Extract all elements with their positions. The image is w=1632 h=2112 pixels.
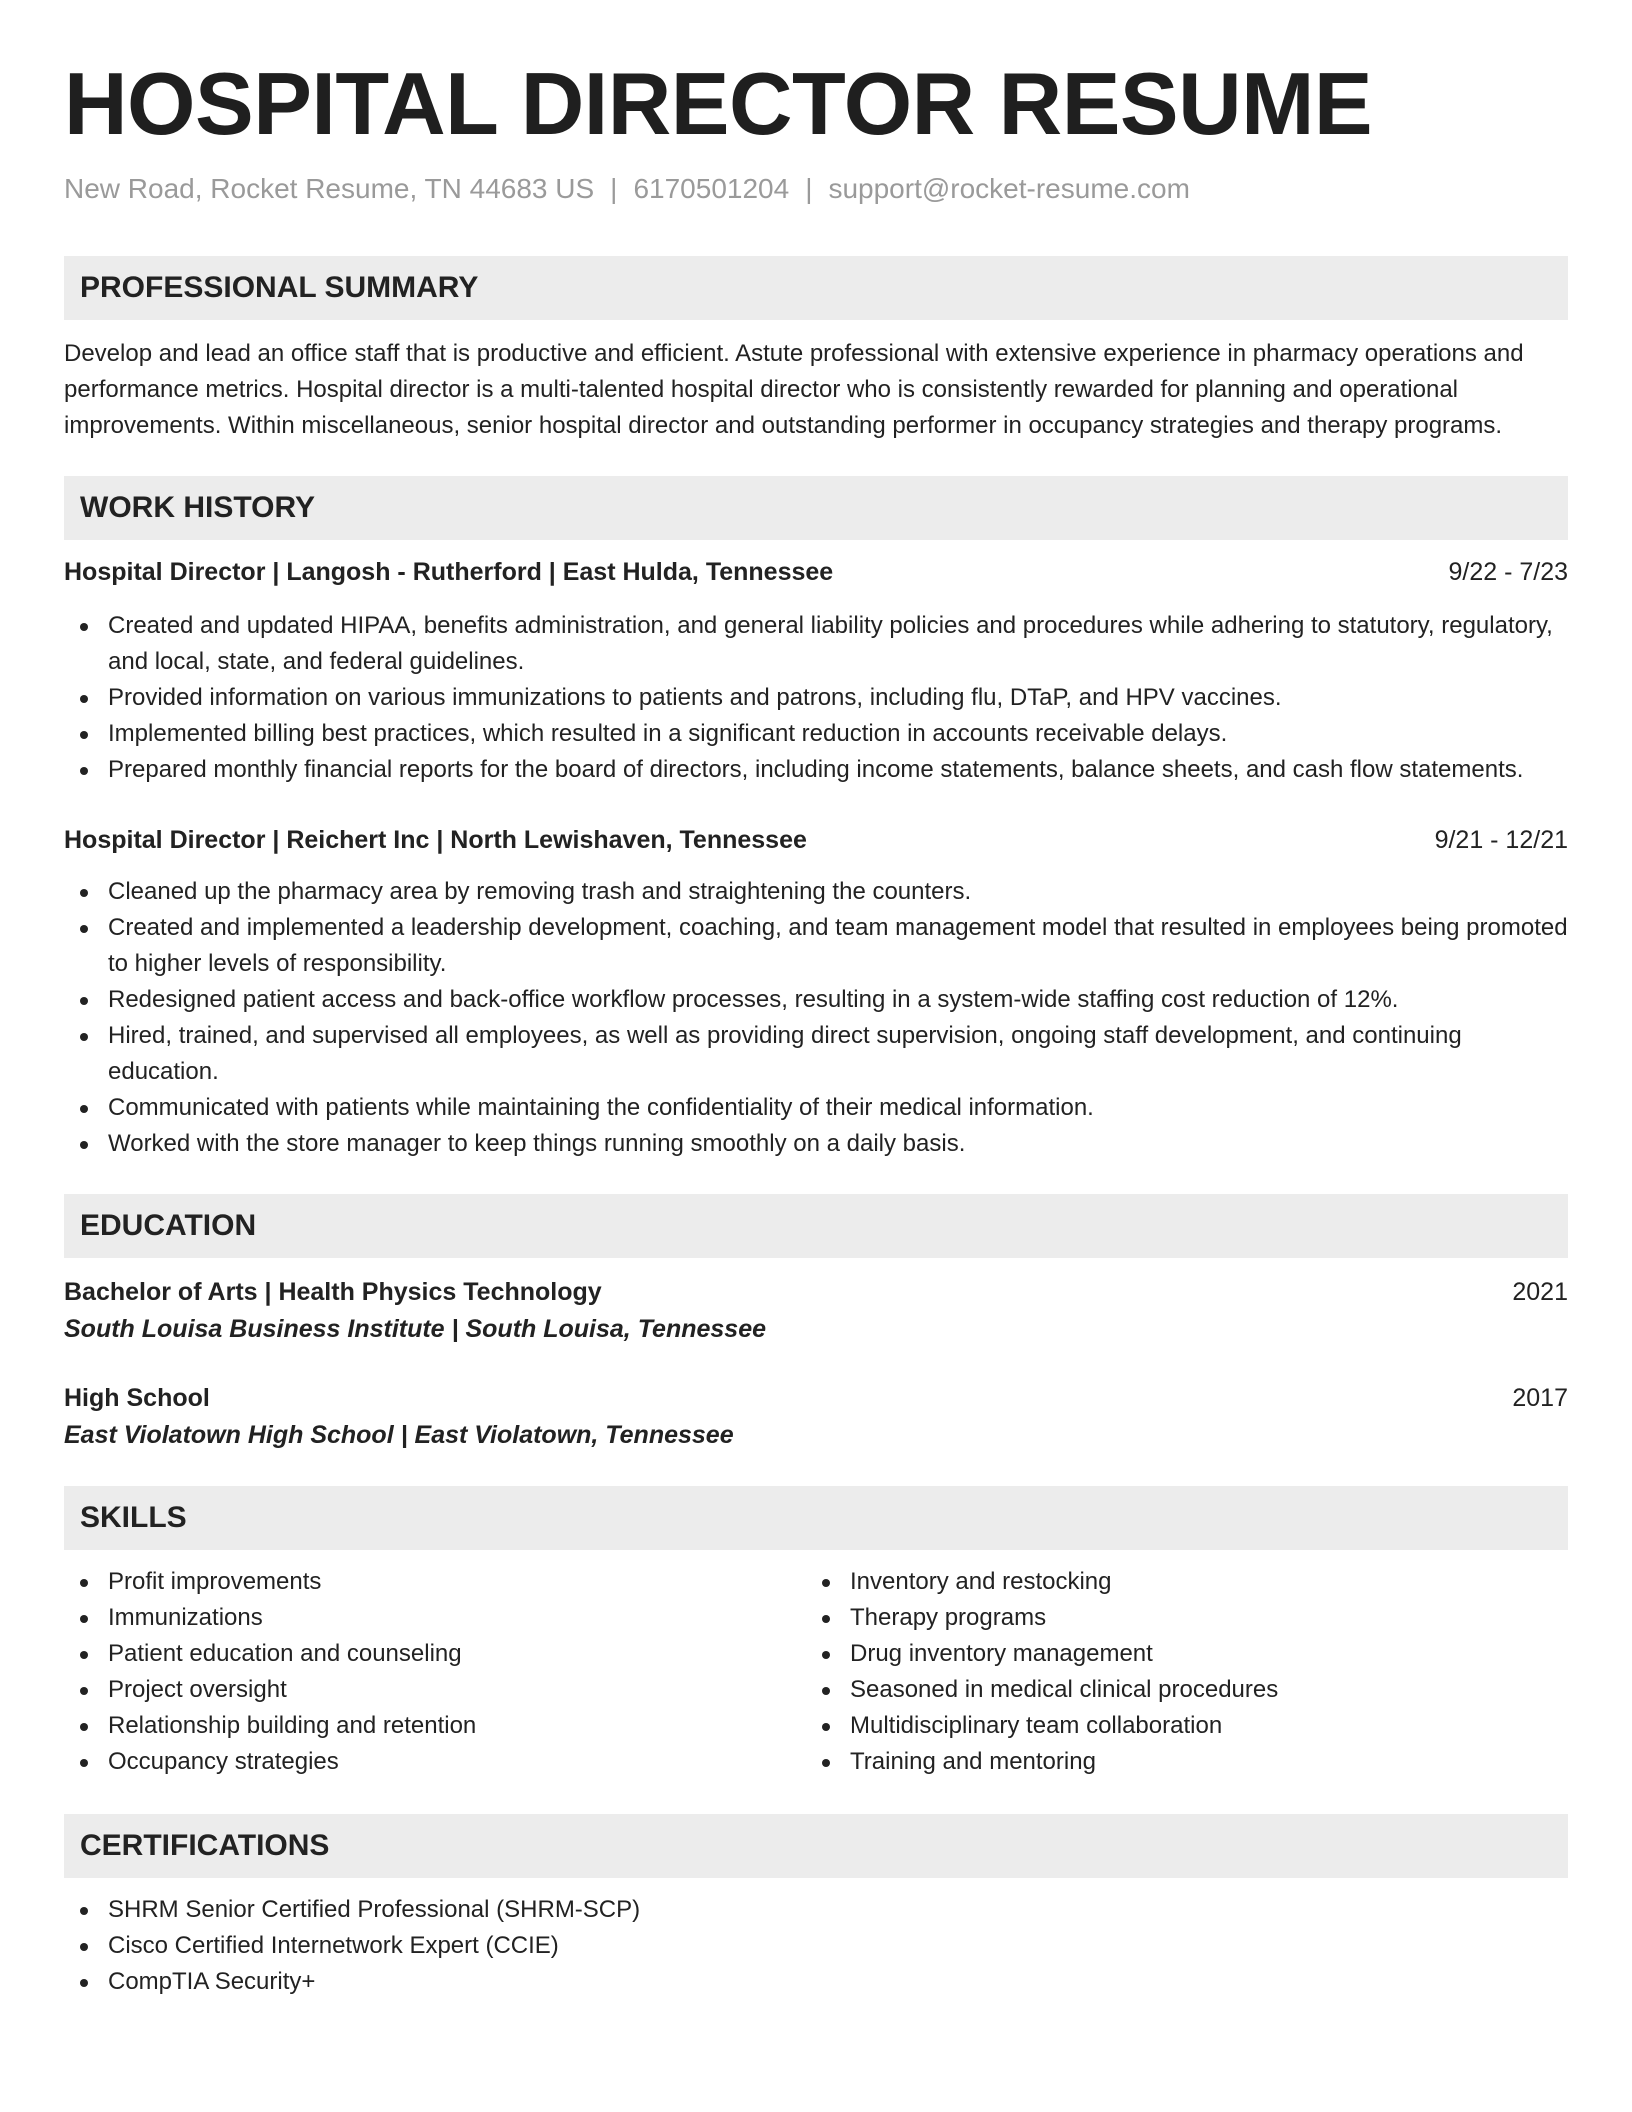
education-header (64, 1380, 1568, 1416)
job-dates: 9/21 - 12/21 (1434, 826, 1568, 854)
skill-item: Immunizations (64, 1600, 806, 1636)
contact-separator: | (805, 173, 813, 204)
contact-address: New Road, Rocket Resume, TN 44683 US (64, 173, 595, 204)
list-item: Hired, trained, and supervised all employees, as well as providing direct supervision, ongoing staff development, and continuing education. (64, 1018, 1568, 1090)
list-item: Prepared monthly financial reports for the board of directors, including income statements, balance sheets, and cash flow statements. (64, 752, 1568, 788)
education-year: 2021 (1512, 1278, 1568, 1306)
certification-item: SHRM Senior Certified Professional (SHRM-SCP) (64, 1892, 1568, 1928)
job-dates: 9/22 - 7/23 (1448, 558, 1568, 586)
skill-item: Occupancy strategies (64, 1744, 806, 1780)
skill-item: Patient education and counseling (64, 1636, 806, 1672)
list-item: Created and implemented a leadership development, coaching, and team management model that resulted in employees being promoted to higher levels of responsibility. (64, 910, 1568, 982)
skill-item: Seasoned in medical clinical procedures (806, 1672, 1548, 1708)
job-header (64, 822, 1568, 858)
education-entry (64, 1380, 1568, 1454)
list-item: Redesigned patient access and back-office workflow processes, resulting in a system-wide staffing cost reduction of 12%. (64, 982, 1568, 1018)
section-heading-work-history: WORK HISTORY (64, 476, 1568, 540)
education-degree: Bachelor of Arts | Health Physics Technology (64, 1278, 602, 1306)
certification-item: Cisco Certified Internetwork Expert (CCIE) (64, 1928, 1568, 1964)
education-header (64, 1274, 1568, 1310)
skill-item: Relationship building and retention (64, 1708, 806, 1744)
education-entry (64, 1274, 1568, 1348)
skill-item: Therapy programs (806, 1600, 1548, 1636)
contact-separator: | (610, 173, 618, 204)
education-degree: High School (64, 1384, 210, 1412)
job-entry (64, 822, 1568, 1162)
skill-item: Multidisciplinary team collaboration (806, 1708, 1548, 1744)
education-school: South Louisa Business Institute | South Louisa, Tennessee (64, 1315, 767, 1343)
section-heading-education: EDUCATION (64, 1194, 1568, 1258)
page-title: HOSPITAL DIRECTOR RESUME (64, 54, 1373, 153)
certifications-list (64, 1892, 1568, 2000)
job-title: Hospital Director | Reichert Inc | North Lewishaven, Tennessee (64, 826, 807, 854)
job-title: Hospital Director | Langosh - Rutherford | East Hulda, Tennessee (64, 558, 834, 586)
skills-list (64, 1564, 1568, 1780)
list-item: Communicated with patients while maintaining the confidentiality of their medical information. (64, 1090, 1568, 1126)
contact-line (64, 172, 1568, 206)
contact-phone: 6170501204 (633, 173, 790, 204)
certification-item: CompTIA Security+ (64, 1964, 1568, 2000)
skill-item: Profit improvements (64, 1564, 806, 1600)
education-year: 2017 (1512, 1384, 1568, 1412)
list-item: Cleaned up the pharmacy area by removing trash and straightening the counters. (64, 874, 1568, 910)
job-bullets (64, 874, 1568, 1162)
summary-text: Develop and lead an office staff that is productive and efficient. Astute professional with extensive experience in pharmacy operations and performance metrics. Hospital director is a multi-talented hospital director who is consistently rewarded for planning and operational improvements. Within miscellaneous, senior hospital director and outstanding performer in occupancy strategies and therapy programs. (64, 340, 1524, 439)
list-item: Provided information on various immunizations to patients and patrons, including flu, DTaP, and HPV vaccines. (64, 680, 1568, 716)
skills-column-left (64, 1564, 806, 1780)
skill-item: Training and mentoring (806, 1744, 1548, 1780)
skill-item: Drug inventory management (806, 1636, 1548, 1672)
skills-column-right (806, 1564, 1548, 1780)
section-heading-skills: SKILLS (64, 1486, 1568, 1550)
list-item: Implemented billing best practices, which resulted in a significant reduction in accounts receivable delays. (64, 716, 1568, 752)
skill-item: Inventory and restocking (806, 1564, 1548, 1600)
list-item: Worked with the store manager to keep things running smoothly on a daily basis. (64, 1126, 1568, 1162)
contact-email: support@rocket-resume.com (828, 173, 1190, 204)
section-heading-certifications: CERTIFICATIONS (64, 1814, 1568, 1878)
job-header (64, 554, 1568, 590)
job-bullets (64, 608, 1568, 788)
section-heading-summary: PROFESSIONAL SUMMARY (64, 256, 1568, 320)
list-item: Created and updated HIPAA, benefits administration, and general liability policies and procedures while adhering to statutory, regulatory, and local, state, and federal guidelines. (64, 608, 1568, 680)
job-entry (64, 554, 1568, 788)
skill-item: Project oversight (64, 1672, 806, 1708)
education-school: East Violatown High School | East Violatown, Tennessee (64, 1421, 734, 1449)
resume-page (64, 0, 1568, 2000)
